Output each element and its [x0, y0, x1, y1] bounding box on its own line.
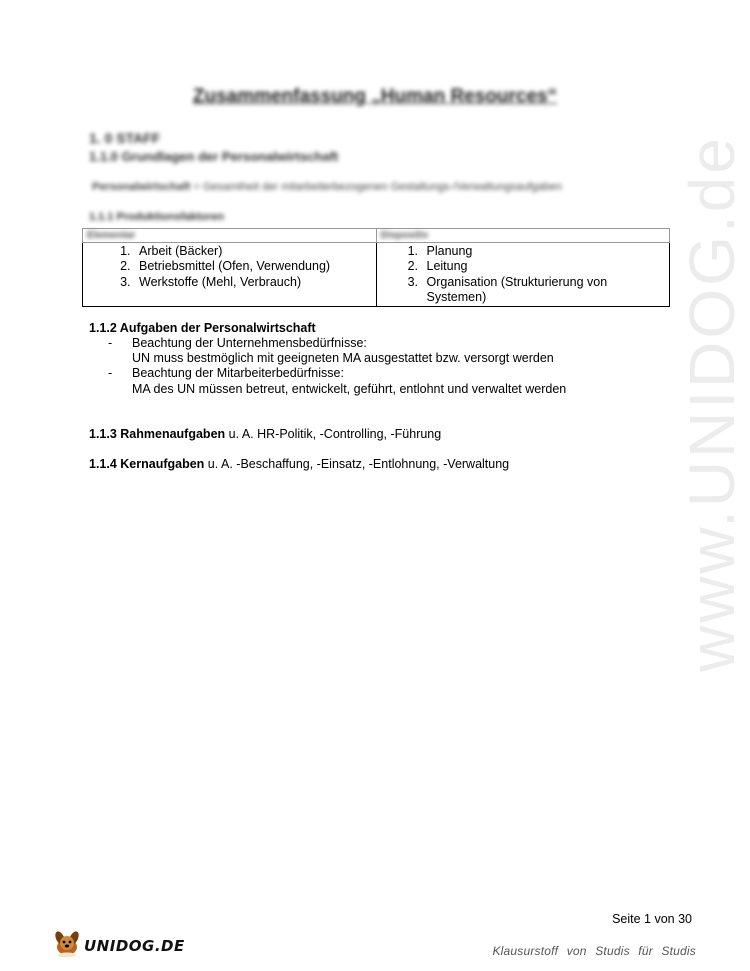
- section-rahmenaufgaben: 1.1.3 Rahmenaufgaben u. A. HR-Politik, -Controlling, -Führung: [89, 427, 442, 441]
- list-item-detail: MA des UN müssen betreut, entwickelt, geführt, entlohnt und verwaltet werden: [132, 381, 567, 396]
- aufgaben-list: [108, 336, 566, 397]
- elementar-cell: [83, 243, 377, 307]
- list-item: 2. Betriebsmittel (Ofen, Verwendung): [134, 259, 376, 274]
- list-item-detail: UN muss bestmöglich mit geeigneten MA ausgestattet bzw. versorgt werden: [132, 351, 554, 366]
- page-number: Seite 1 von 30: [612, 912, 692, 926]
- list-item: 3. Organisation (Strukturierung von Systemen): [422, 275, 670, 306]
- list-item: 3. Werkstoffe (Mehl, Verbrauch): [134, 275, 376, 290]
- list-item: 1. Arbeit (Bäcker): [134, 244, 376, 259]
- list-item: 1. Planung: [422, 244, 670, 259]
- heading-grundlagen: 1.1.0 Grundlagen der Personalwirtschaft: [89, 149, 339, 164]
- column-header-elementar: Elementar: [83, 229, 377, 243]
- definition-line: [92, 181, 562, 193]
- definition-text: = Gesamtheit der mitarbeiterbezogenen Gestaltungs-/Verwaltungsaufgaben: [190, 181, 562, 193]
- section-aufgaben-heading: 1.1.2 Aufgaben der Personalwirtschaft: [89, 321, 316, 335]
- dispositiv-cell: [376, 243, 670, 307]
- column-header-dispositiv: Dispositiv: [376, 229, 670, 243]
- footer-slogan: Klausurstoff von Studis für Studis: [492, 944, 696, 958]
- factors-table: [82, 228, 670, 307]
- unidog-logo: [52, 928, 185, 958]
- list-item: 2. Leitung: [422, 259, 670, 274]
- logo-text: UNIDOG.DE: [84, 937, 185, 955]
- list-item: - Beachtung der Mitarbeiterbedürfnisse:: [108, 366, 344, 381]
- heading-staff: 1. 0 STAFF: [89, 130, 161, 146]
- definition-term: Personalwirtschaft: [92, 181, 191, 193]
- heading-produktionsfaktoren: 1.1.1 Produktionsfaktoren: [89, 211, 225, 223]
- document-title: Zusammenfassung „Human Resources“: [192, 86, 558, 107]
- section-kernaufgaben: 1.1.4 Kernaufgaben u. A. -Beschaffung, -Einsatz, -Entlohnung, -Verwaltung: [89, 457, 510, 471]
- dog-icon: [52, 928, 82, 958]
- list-item: - Beachtung der Unternehmensbedürfnisse:: [108, 336, 367, 350]
- watermark: www.UNIDOG.de: [676, 135, 748, 672]
